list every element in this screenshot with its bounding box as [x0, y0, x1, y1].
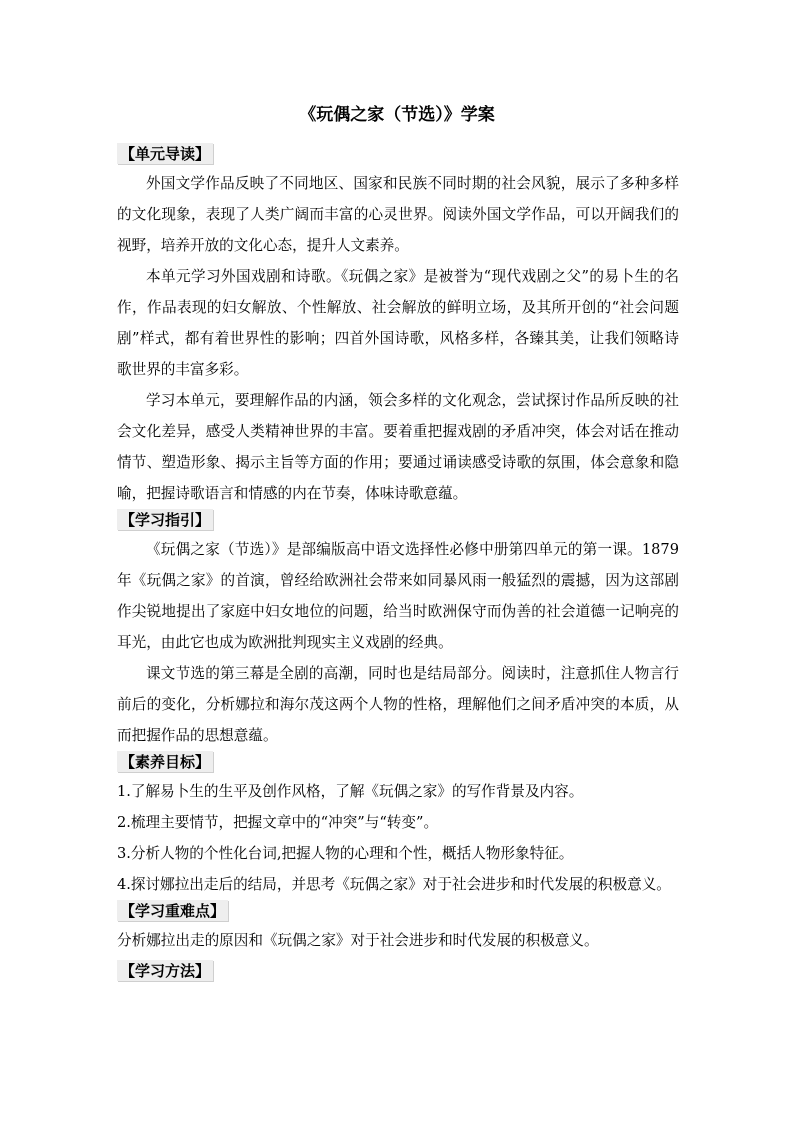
section-study-guide [117, 509, 679, 751]
paragraph: 分析娜拉出走的原因和《玩偶之家》对于社会进步和时代发展的积极意义。 [117, 932, 599, 949]
section-study-method [117, 956, 679, 981]
section-key-points [117, 900, 679, 956]
goal-item: 2.梳理主要情节，把握文章中的“冲突”与“转变”。 [117, 814, 439, 831]
paragraph: 本单元学习外国戏剧和诗歌。《玩偶之家》是被誉为“现代戏剧之父”的易卜生的名作，作品表现的妇女解放、个性解放、社会解放的鲜明立场，及其所开创的“社会问题剧”样式，都有着世界性的影响；四首外国诗歌，风格多样，各臻其美，让我们领略诗歌世界的丰富多彩。 [117, 268, 679, 378]
section-literacy-goals [117, 751, 679, 900]
goal-item: 1.了解易卜生的生平及创作风格，了解《玩偶之家》的写作背景及内容。 [117, 783, 584, 800]
paragraph: 《玩偶之家（节选）》是部编版高中语文选择性必修中册第四单元的第一课。1879年《玩偶之家》的首演，曾经给欧洲社会带来如同暴风雨一般猛烈的震撼，因为这部剧作尖锐地提出了家庭中妇女地位的问题，给当时欧洲保守而伪善的社会道德一记响亮的耳光，由此它也成为欧洲批判现实主义戏剧的经典。 [117, 541, 679, 651]
goal-item: 4.探讨娜拉出走后的结局，并思考《玩偶之家》对于社会进步和时代发展的积极意义。 [117, 876, 671, 893]
section-heading-literacy-goals: 【素养目标】 [117, 751, 213, 772]
section-heading-unit-guide: 【单元导读】 [117, 143, 213, 164]
paragraph: 外国文学作品反映了不同地区、国家和民族不同时期的社会风貌，展示了多种多样的文化现象，表现了人类广阔而丰富的心灵世界。阅读外国文学作品，可以开阔我们的视野，培养开放的文化心态，提升人文素养。 [117, 175, 679, 254]
section-unit-guide [117, 143, 679, 509]
goal-item: 3.分析人物的个性化台词,把握人物的心理和个性，概括人物形象特征。 [117, 845, 574, 862]
page-title: 《玩偶之家（节选）》学案 [299, 105, 495, 125]
section-heading-key-points: 【学习重难点】 [117, 900, 228, 921]
section-heading-study-method: 【学习方法】 [117, 960, 213, 981]
paragraph: 学习本单元，要理解作品的内涵，领会多样的文化观念，尝试探讨作品所反映的社会文化差异，感受人类精神世界的丰富。要着重把握戏剧的矛盾冲突，体会对话在推动情节、塑造形象、揭示主旨等方面的作用；要通过诵读感受诗歌的氛围，体会意象和隐喻，把握诗歌语言和情感的内在节奏，体味诗歌意蕴。 [117, 392, 679, 502]
section-heading-study-guide: 【学习指引】 [117, 509, 213, 530]
document-body [117, 143, 679, 981]
paragraph: 课文节选的第三幕是全剧的高潮，同时也是结局部分。阅读时，注意抓住人物言行前后的变化，分析娜拉和海尔茂这两个人物的性格，理解他们之间矛盾冲突的本质，从而把握作品的思想意蕴。 [117, 665, 679, 744]
